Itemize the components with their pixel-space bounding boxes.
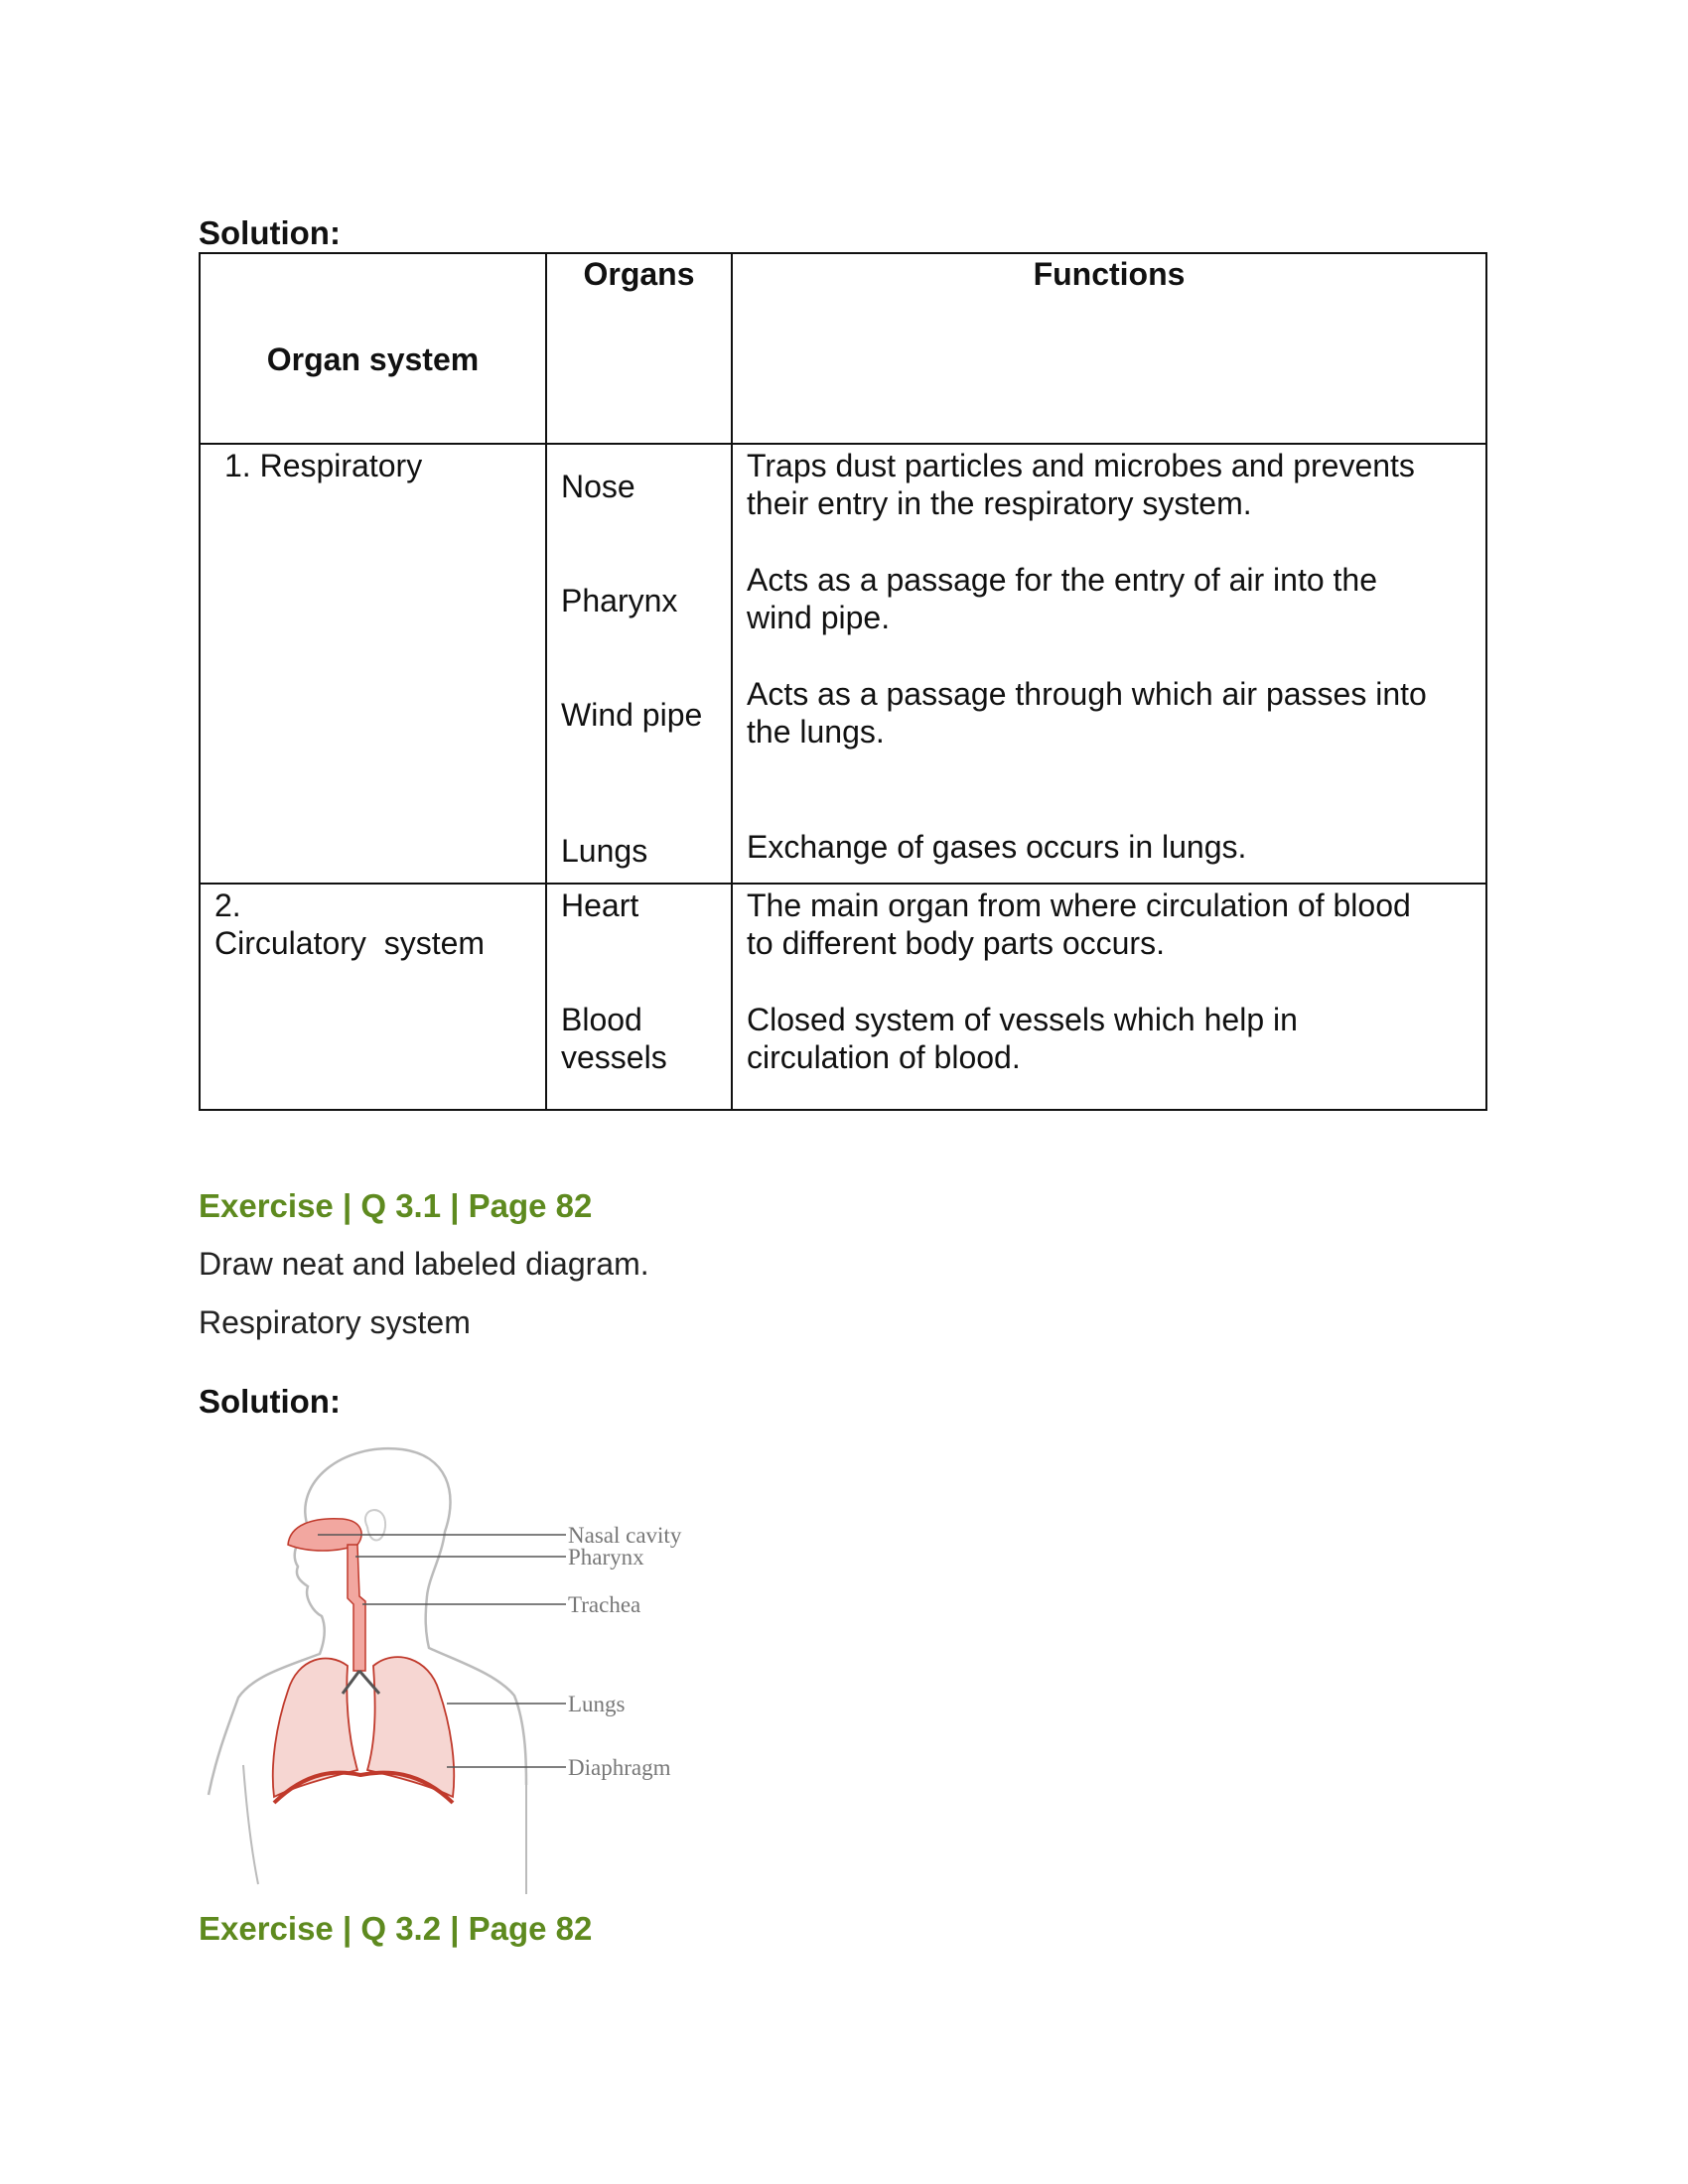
question-text: Draw neat and labeled diagram. xyxy=(199,1246,649,1282)
organ-nose: Nose xyxy=(561,469,635,504)
header-organ-system-label: Organ system xyxy=(266,341,480,377)
function-blood-vessels-line1: Closed system of vessels which help in xyxy=(747,1002,1298,1037)
function-wind-pipe-line1: Acts as a passage through which air passes into xyxy=(747,676,1427,712)
body-outline xyxy=(209,1448,526,1795)
function-pharynx-line2: wind pipe. xyxy=(747,600,891,635)
label-pharynx: Pharynx xyxy=(568,1545,644,1570)
function-wind-pipe-line2: the lungs. xyxy=(747,714,885,750)
ear-outline xyxy=(365,1510,385,1540)
table-header-row xyxy=(200,253,1486,444)
circulatory-functions-cell xyxy=(732,884,1486,1110)
circulatory-system-label: Circulatory system xyxy=(214,925,486,961)
function-blood-vessels-line2: circulation of blood. xyxy=(747,1039,1021,1075)
pharynx-trachea-shape xyxy=(348,1545,365,1671)
function-nose-line1: Traps dust particles and microbes and prevents xyxy=(747,448,1415,483)
question-subtext: Respiratory system xyxy=(199,1304,471,1340)
respiratory-system-label: 1. Respiratory xyxy=(224,448,423,483)
solution-heading-1: Solution: xyxy=(199,214,341,251)
label-nasal-cavity: Nasal cavity xyxy=(568,1523,682,1548)
header-functions xyxy=(732,253,1486,444)
exercise-heading-3-1: Exercise | Q 3.1 | Page 82 xyxy=(199,1187,593,1224)
header-organs-label: Organs xyxy=(583,256,695,292)
circulatory-system-cell xyxy=(200,884,546,1110)
circulatory-organs-cell xyxy=(546,884,732,1110)
respiratory-system-cell xyxy=(200,444,546,884)
header-organ-system xyxy=(200,253,546,444)
function-pharynx-line1: Acts as a passage for the entry of air into the xyxy=(747,562,1378,598)
table-row xyxy=(200,884,1486,1110)
circulatory-system-number: 2. xyxy=(214,887,241,923)
header-functions-label: Functions xyxy=(1033,256,1186,292)
respiratory-organs-cell xyxy=(546,444,732,884)
organ-heart: Heart xyxy=(561,887,639,923)
organ-pharynx: Pharynx xyxy=(561,583,678,618)
respiratory-system-diagram xyxy=(199,1428,705,1894)
exercise-heading-3-2: Exercise | Q 3.2 | Page 82 xyxy=(199,1910,593,1947)
label-lungs: Lungs xyxy=(568,1692,626,1716)
organ-blood-vessels-line2: vessels xyxy=(561,1039,667,1075)
header-organs xyxy=(546,253,732,444)
function-heart-line1: The main organ from where circulation of blood xyxy=(747,887,1411,923)
function-heart-line2: to different body parts occurs. xyxy=(747,925,1165,961)
organ-wind-pipe: Wind pipe xyxy=(561,697,703,733)
respiratory-system-svg xyxy=(199,1428,705,1894)
organ-lungs: Lungs xyxy=(561,833,648,869)
function-lungs: Exchange of gases occurs in lungs. xyxy=(747,829,1247,865)
respiratory-functions-cell xyxy=(732,444,1486,884)
solution-heading-2: Solution: xyxy=(199,1383,341,1420)
label-trachea: Trachea xyxy=(568,1592,641,1617)
function-nose-line2: their entry in the respiratory system. xyxy=(747,485,1252,521)
table-row xyxy=(200,444,1486,884)
organ-system-table xyxy=(199,252,1487,1111)
organ-blood-vessels-line1: Blood xyxy=(561,1002,642,1037)
label-diaphragm: Diaphragm xyxy=(568,1755,671,1780)
